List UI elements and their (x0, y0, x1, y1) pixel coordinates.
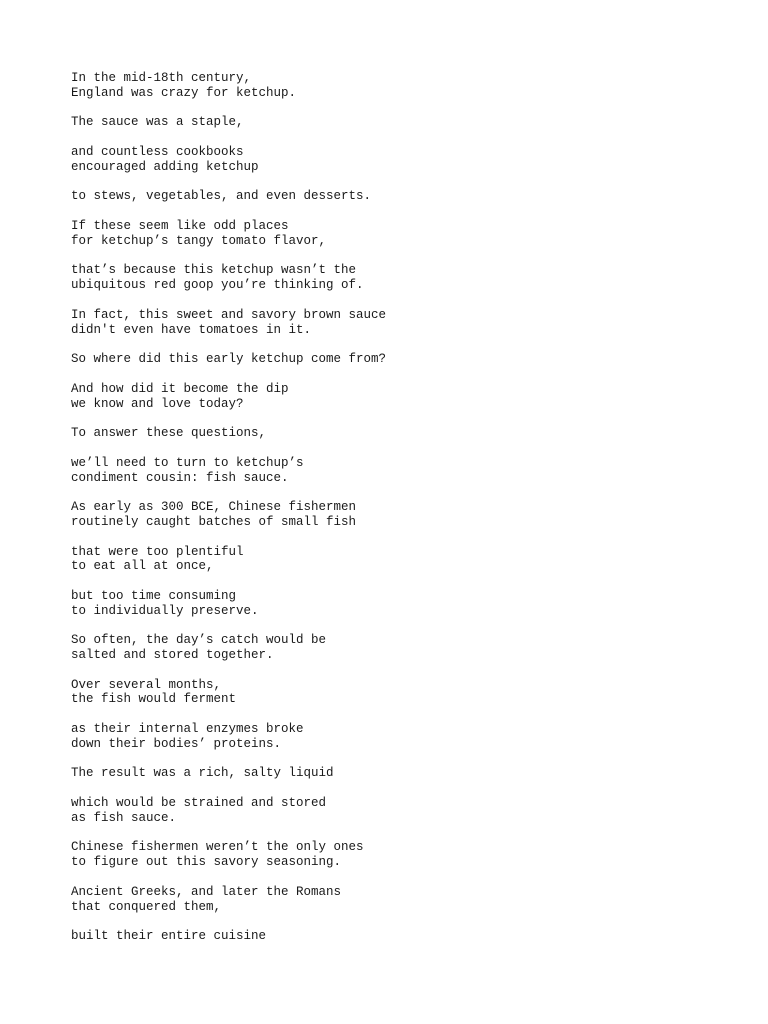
text-line: If these seem like odd places (71, 218, 289, 233)
stanza (71, 115, 731, 130)
stanza (71, 589, 731, 619)
text-line: So often, the day’s catch would be (71, 633, 327, 648)
stanza (71, 189, 731, 204)
text-line: salted and stored together. (71, 648, 274, 663)
text-line: we know and love today? (71, 396, 244, 411)
stanza (71, 382, 731, 412)
stanza (71, 766, 731, 781)
text-line: to eat all at once, (71, 559, 214, 574)
stanza (71, 145, 731, 175)
stanza (71, 929, 731, 944)
stanza (71, 456, 731, 486)
text-line: that were too plentiful (71, 544, 244, 559)
stanza (71, 545, 731, 575)
text-line: So where did this early ketchup come from? (71, 352, 387, 367)
stanza (71, 796, 731, 826)
text-line: In the mid-18th century, (71, 71, 252, 85)
stanza (71, 840, 731, 870)
text-line: condiment cousin: fish sauce. (71, 470, 289, 485)
text-line: we’ll need to turn to ketchup’s (71, 455, 304, 470)
text-line: Chinese fishermen weren’t the only ones (71, 840, 364, 855)
text-line: to stews, vegetables, and even desserts. (71, 189, 372, 204)
text-line: The result was a rich, salty liquid (71, 766, 334, 781)
text-line: Ancient Greeks, and later the Romans (71, 884, 342, 899)
text-line: England was crazy for ketchup. (71, 85, 297, 100)
text-line: but too time consuming (71, 588, 237, 603)
text-line: didn't even have tomatoes in it. (71, 322, 312, 337)
text-line: Over several months, (71, 677, 222, 692)
text-line: In fact, this sweet and savory brown sauce (71, 307, 387, 322)
text-line: routinely caught batches of small fish (71, 514, 357, 529)
stanza (71, 308, 731, 338)
text-line: To answer these questions, (71, 426, 267, 441)
text-line: which would be strained and stored (71, 796, 327, 811)
stanza (71, 885, 731, 915)
text-line: As early as 300 BCE, Chinese fishermen (71, 500, 357, 515)
stanza (71, 633, 731, 663)
stanza (71, 71, 731, 101)
text-line: the fish would ferment (71, 692, 237, 707)
stanza (71, 678, 731, 708)
text-line: ubiquitous red goop you’re thinking of. (71, 278, 364, 293)
text-line: as their internal enzymes broke (71, 722, 304, 737)
text-line: encouraged adding ketchup (71, 159, 259, 174)
stanza (71, 500, 731, 530)
stanza (71, 219, 731, 249)
text-line: And how did it become the dip (71, 381, 289, 396)
text-line: to figure out this savory seasoning. (71, 855, 342, 870)
text-line: built their entire cuisine (71, 929, 267, 944)
stanza (71, 426, 731, 441)
text-line: down their bodies’ proteins. (71, 736, 282, 751)
document-page (71, 71, 731, 959)
stanza (71, 352, 731, 367)
text-line: The sauce was a staple, (71, 115, 244, 130)
text-line: that conquered them, (71, 899, 222, 914)
stanza (71, 722, 731, 752)
text-line: for ketchup’s tangy tomato flavor, (71, 233, 327, 248)
text-line: to individually preserve. (71, 603, 259, 618)
text-line: and countless cookbooks (71, 144, 244, 159)
text-line: as fish sauce. (71, 810, 177, 825)
stanza (71, 263, 731, 293)
text-line: that’s because this ketchup wasn’t the (71, 263, 357, 278)
